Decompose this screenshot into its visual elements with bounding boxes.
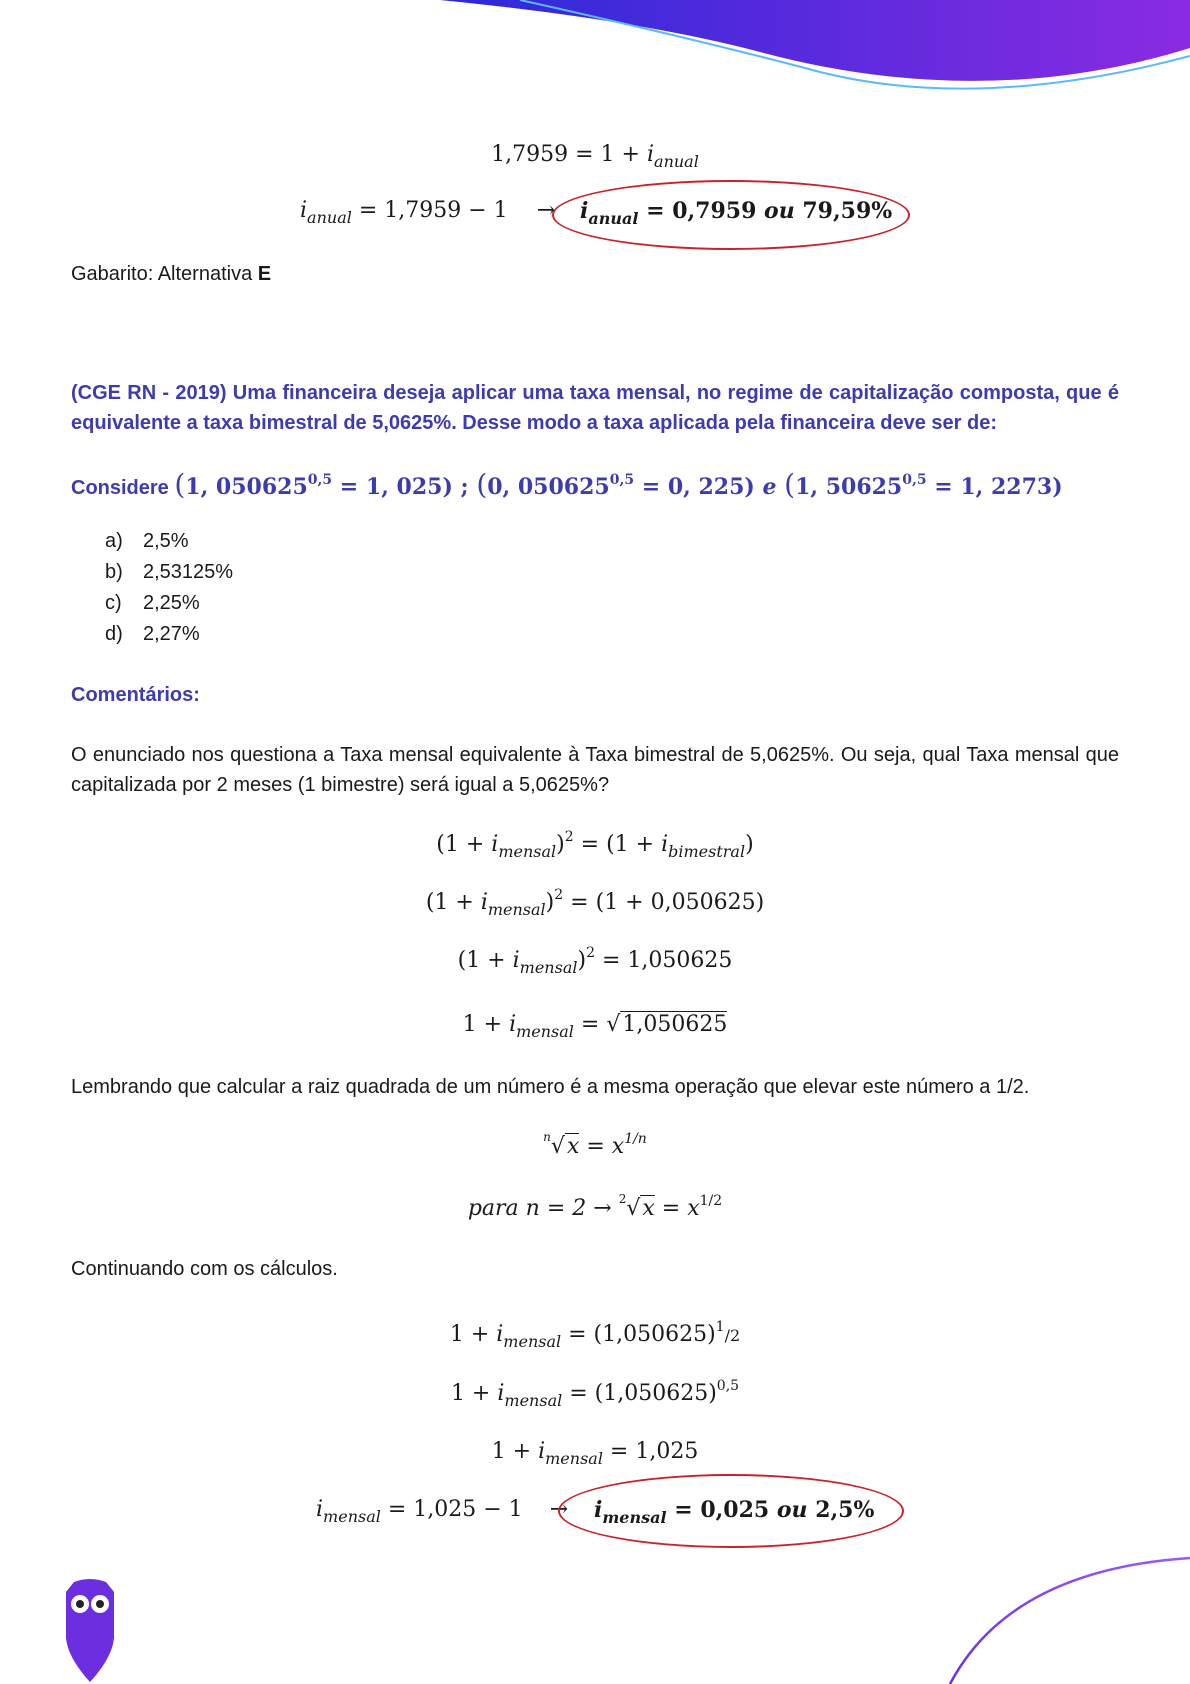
sqrt-symbol: √	[606, 1012, 621, 1037]
question-statement: (CGE RN - 2019) Uma financeira deseja aplicar uma taxa mensal, no regime de capitalização composta, que é equivalente a taxa bimestral de 5,0625%. Desse modo a taxa aplicada pela financeira deve ser de:	[71, 382, 1119, 434]
owl-logo	[62, 1578, 118, 1684]
equation-e: $^n√x = x^{1/n}$	[543, 1130, 647, 1159]
option-a: a) 2,5%	[105, 530, 189, 552]
result-mensal: $i_{mensal} = 0,025$ ou 2,5%	[594, 1497, 875, 1527]
result-anual: $i_{anual} = 0,7959$ ou 79,59%	[580, 198, 893, 228]
comments-paragraph-3: Continuando com os cálculos.	[71, 1258, 338, 1280]
comments-paragraph-1: O enunciado nos questiona a Taxa mensal equivalente à Taxa bimestral de 5,0625%. Ou seja, qual Taxa mensal que capitalizada por 2 meses (1 bimestre) será igual a 5,0625%?	[71, 744, 1119, 796]
equation-a: $(1 + i_{mensal})^2 = (1 + i_{bimestral})$	[436, 829, 754, 861]
equation-anual-2: $i_{anual} = 1,7959 - 1$ →	[300, 198, 556, 227]
equation-d: $1 + i_{mensal} = √1,050625$	[462, 1012, 728, 1041]
comments-heading: Comentários:	[71, 684, 200, 706]
considere-line: Considere (1, $050625^{0,5} = 1$, 025) ; (0, $050625^{0,5} = 0$, 225) e (1, $50625^{0,5} = 1$, 2273)	[71, 468, 1063, 501]
equation-f: para $n = 2 \to ^2√x = x^{1/2}$	[467, 1192, 723, 1221]
equation-h: $1 + i_{mensal} = (1,050625)^{0,5}$	[450, 1378, 740, 1410]
equation-j: $i_{mensal} = 1,025 - 1$ →	[316, 1497, 569, 1526]
equation-b: $(1 + i_{mensal})^2 = (1 + 0,050625)$	[425, 887, 765, 919]
equation-g: $1 + i_{mensal} = (1,050625)^1/2$	[449, 1319, 741, 1351]
option-c: c) 2,25%	[105, 592, 200, 614]
top-wave-decoration	[0, 0, 1190, 110]
equation-anual-1: $1,7959 = 1 + i_{anual}$	[491, 142, 699, 171]
equation-c: $(1 + i_{mensal})^2 = 1,050625$	[457, 945, 733, 977]
answer-key: Gabarito: Alternativa E	[71, 263, 272, 285]
bottom-wave-decoration	[900, 1540, 1190, 1684]
option-b: b) 2,53125%	[105, 561, 234, 583]
option-d: d) 2,27%	[105, 623, 200, 645]
comments-paragraph-2: Lembrando que calcular a raiz quadrada de um número é a mesma operação que elevar este número a 1/2.	[71, 1076, 1030, 1098]
equation-i: $1 + i_{mensal} = 1,025$	[491, 1439, 699, 1468]
